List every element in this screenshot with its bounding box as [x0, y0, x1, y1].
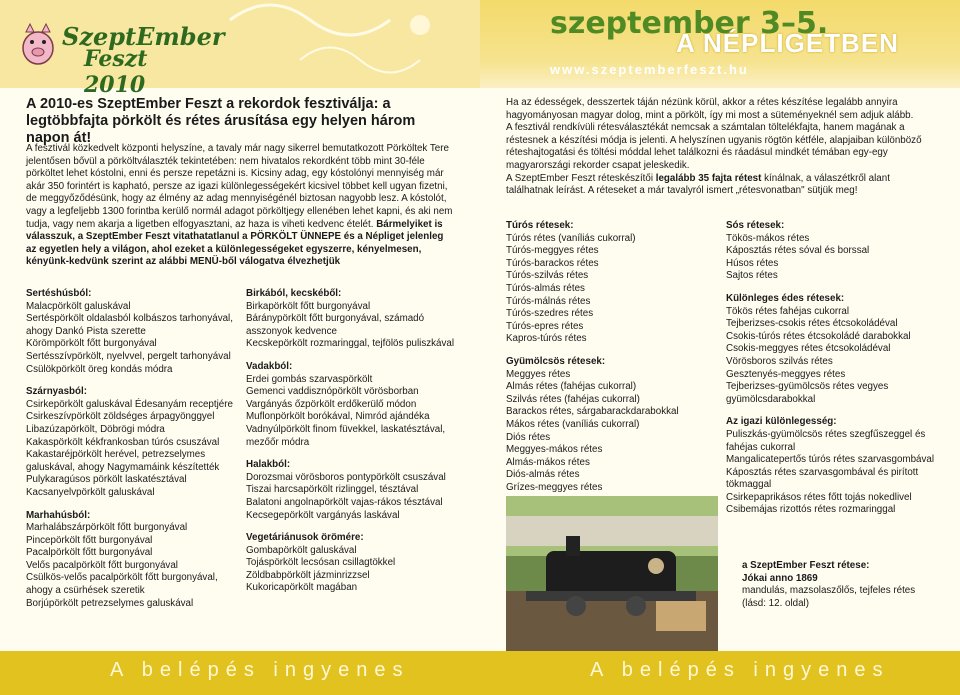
menu-item: Báránypörkölt főtt burgonyával, számadó asszonyok kedvence: [246, 313, 425, 337]
menu-item: Almás-mákos rétes: [506, 456, 590, 468]
strudel-column-2: [726, 220, 944, 517]
menu-item: Kakastaréjpörkölt herével, petrezselymes galuskával, ahogy Nagymamáink készítették: [26, 449, 220, 473]
category-heading: Vadakból:: [246, 360, 293, 372]
right-page: [480, 0, 960, 695]
menu-item: Dorozsmai vörösboros pontypörkölt csuszával: [246, 471, 446, 483]
menu-item: Zöldbabpörkölt jázminrizzsel: [246, 569, 370, 581]
menu-item: Kecsegepörkölt vargányás laskával: [246, 509, 400, 521]
menu-item: Csülkös-velős pacalpörkölt főtt burgonyával, ahogy a csürhések szeretik: [26, 572, 218, 597]
menu-item: Kacsanyelvpörkölt galuskával: [26, 486, 155, 498]
menu-item: Túrós-meggyes rétes: [506, 245, 599, 257]
menu-item: Káposztás rétes sóval és borssal: [726, 245, 870, 257]
intro-text: [26, 143, 456, 269]
menu-column-1: [26, 288, 236, 610]
menu-item: Muflonpörkölt borókával, Nimród ajándéka: [246, 411, 430, 423]
strudel-intro: [506, 97, 936, 198]
menu-item: Túrós-almás rétes: [506, 282, 585, 294]
category-heading: Különleges édes rétesek:: [726, 292, 845, 304]
menu-item: Sertésszívpörkölt, nyelvvel, pergelt tarhonyával: [26, 350, 231, 362]
menu-item: Kecskepörkölt rozmaringgal, tejfölös puliszkával: [246, 338, 455, 350]
strudel-paragraph-2: A fesztivál rendkívüli rétesválasztékát nemcsak a számtalan töltelékfajta, hanem magának a réstesnek a készítési módja is jelenti. A helyszínen ugyanis rögtön kétféle, alapjaiban különböző réteshajtogatási és töltési móddal lehet találkozni és ráadásul mindkét témában egy-egy magyarországi rekorder csapat jeleskedik.: [506, 122, 922, 171]
logo-line2: Feszt 2010: [84, 46, 148, 98]
menu-item: Pincepörkölt főtt burgonyával: [26, 534, 153, 546]
footer-text-right: A belépés ingyenes: [590, 659, 890, 681]
menu-item: Tökös rétes fahéjas cukorral: [726, 305, 850, 317]
p3-start: A SzeptEmber Feszt réteskészítői: [506, 172, 654, 184]
menu-item: Csirkepörkölt galuskával Édesanyám receptjére: [26, 398, 233, 410]
menu-item: Puliszkás-gyümölcsös rétes szegfűszeggel és fahéjas cukorral: [726, 428, 926, 453]
category-heading: Marhahúsból:: [26, 509, 91, 521]
footer-band-right: [480, 651, 960, 695]
logo-line1: SzeptEmber: [62, 22, 225, 51]
menu-item: Kukoricapörkölt magában: [246, 582, 358, 594]
menu-item: Vargányás őzpörkölt erdőkerülő módon: [246, 398, 417, 410]
category-heading: Halakból:: [246, 459, 291, 471]
menu-item: Kakaspörkölt kékfrankosban túrós csuszával: [26, 436, 220, 448]
strudel-paragraph-3: [506, 173, 936, 198]
category-heading: Sertéshúsból:: [26, 288, 92, 299]
menu-item: Meggyes rétes: [506, 368, 571, 380]
locomotive-image: [506, 496, 718, 651]
featured-desc: mandulás, mazsolaszőlős, tejfeles rétes: [742, 585, 916, 597]
menu-column-2: [246, 288, 461, 595]
category-heading: Birkából, kecskéből:: [246, 288, 342, 299]
menu-item: Balatoni angolnapörkölt vajas-rákos tésztával: [246, 496, 443, 508]
menu-item: Csokis-meggyes rétes étcsokoládéval: [726, 343, 891, 355]
menu-item: Csokis-túrós rétes étcsokoládé darabokkal: [726, 330, 911, 342]
menu-item: Káposztás rétes szarvasgombával és pirított tökmaggal: [726, 466, 919, 491]
menu-item: Borjúpörkölt petrezselymes galuskával: [26, 597, 194, 609]
menu-item: Túrós-epres rétes: [506, 320, 584, 332]
festival-date: szeptember 3–5.: [550, 6, 829, 41]
website-link[interactable]: www.szeptemberfeszt.hu: [550, 62, 749, 77]
category-heading: Az igazi különlegesség:: [726, 416, 837, 428]
menu-item: Meggyes-mákos rétes: [506, 444, 603, 456]
footer-text: A belépés ingyenes: [110, 659, 410, 681]
menu-item: Tökös-mákos rétes: [726, 232, 810, 244]
menu-item: Csirkeszívpörkölt zöldséges árpagyönggyel: [26, 411, 215, 423]
menu-item: Csülökpörkölt öreg kondás módra: [26, 363, 173, 375]
menu-item: Tejberizses-gyümölcsös rétes vegyes gyümölcsdarabokkal: [726, 381, 889, 405]
menu-item: Mangalicatepertős túrós rétes szarvasgombával: [726, 454, 935, 466]
menu-item: Birkapörkölt főtt burgonyával: [246, 300, 371, 312]
menu-item: Tejberizses-csokis rétes étcsokoládéval: [726, 318, 898, 330]
menu-item: Libazúzapörkölt, Döbrögi módra: [26, 423, 165, 435]
menu-item: Mákos rétes (vaníliás cukorral): [506, 418, 640, 430]
header-band-right: [480, 0, 960, 88]
menu-item: Túrós-szedres rétes: [506, 308, 594, 320]
menu-item: Barackos rétes, sárgabarackdarabokkal: [506, 406, 679, 418]
menu-item: Velős pacalpörkölt főtt burgonyával: [26, 559, 178, 571]
menu-item: Vadnyúlpörkölt finom füvekkel, laskatésztával, mezőőr módra: [246, 423, 446, 448]
menu-item: Vörösboros szilvás rétes: [726, 355, 833, 367]
featured-name: Jókai anno 1869: [742, 572, 818, 584]
featured-strudel: [742, 560, 942, 610]
menu-item: Gemenci vaddisznópörkölt vörösborban: [246, 386, 419, 398]
strudel-train-photo: [506, 496, 718, 651]
header-band: [0, 0, 480, 98]
strudel-column-1: [506, 220, 716, 494]
pig-icon: [18, 20, 58, 68]
menu-item: Kapros-túrós rétes: [506, 333, 587, 345]
menu-item: Csirkepaprikásos rétes főtt tojás nokedlivel: [726, 491, 912, 503]
category-heading: Vegetáriánusok örömére:: [246, 532, 364, 544]
menu-item: Pacalpörkölt főtt burgonyával: [26, 547, 153, 559]
category-heading: Túrós rétesek:: [506, 220, 574, 231]
festival-venue: A NÉPLIGETBEN: [676, 28, 899, 58]
menu-item: Körömpörkölt főtt burgonyával: [26, 338, 157, 350]
menu-item: Erdei gombás szarvaspörkölt: [246, 373, 373, 385]
menu-item: Grízes-meggyes rétes: [506, 481, 603, 493]
intro-paragraph: A fesztivál közkedvelt központi helyszíne, a tavaly már nagy sikerrel bemutatkozott Pörköltek Tere jelentősen bővül a pörköltválaszték tekintetében: nem hivatalos rekordként több mint 30-féle pörköltet lehet kóstolni, enni és persze repetázni is. Kicsiny adag, egy kóstolónyi mennyiség már akár 350 forintért is kapható, persze az igazi különlegességekért kicsivel többet kell ugyan fizetni, de meggyőződésünk, hogy az élmény az adag mennyiségénél biztosan nagyobb lesz. A kóstolót, vagy a legfeljebb 1300 forintba kerülő normál adagot pörköltjegy ellenében lehet kapni, és aki nem tudja, vagy nem akarja a ligetben elfogyasztani, az haza is viheti kedvenc ételét.: [26, 143, 453, 230]
p3-bold: legalább 35 fajta rétest: [655, 172, 762, 184]
p3-end: kínálnak, a válaszétkről alant találhatnak leírást. A réteseket a már tavalyról ismert „rétesvonatban" sütjük meg!: [506, 172, 890, 197]
category-heading: Szárnyasból:: [26, 386, 87, 398]
festival-logo: [14, 16, 225, 98]
strudel-paragraph-1: Ha az édességek, desszertek táján nézünk körül, akkor a rétes készítése legalább annyira hagyományosan magyar dolog, mint a pörkölt, így mi most a süteményeknél sem adjuk alább.: [506, 97, 914, 121]
menu-item: Gombapörkölt galuskával: [246, 544, 357, 556]
menu-item: Marhalábszárpörkölt főtt burgonyával: [26, 522, 188, 534]
menu-item: Tiszai harcsapörkölt rizlinggel, tésztával: [246, 484, 419, 496]
footer-band: [0, 651, 480, 695]
menu-item: Csibemájas rizottós rétes rozmaringgal: [726, 504, 896, 516]
menu-item: Szilvás rétes (fahéjas cukorral): [506, 393, 640, 405]
menu-item: Pulykaragúsos pörkölt laskatésztával: [26, 474, 187, 486]
menu-item: Diós rétes: [506, 431, 551, 443]
featured-note: (lásd: 12. oldal): [742, 597, 809, 609]
category-heading: Gyümölcsös rétesek:: [506, 355, 606, 367]
menu-item: Almás rétes (fahéjas cukorral): [506, 381, 637, 393]
menu-item: Sertéspörkölt oldalasból kolbászos tarhonyával, ahogy Dankó Pista szerette: [26, 313, 233, 337]
menu-item: Tojáspörkölt lecsósan csillagtökkel: [246, 557, 396, 569]
menu-item: Gesztenyés-meggyes rétes: [726, 368, 846, 380]
menu-item: Túrós rétes (vaníliás cukorral): [506, 232, 636, 244]
menu-item: Túrós-málnás rétes: [506, 295, 591, 307]
featured-label: a SzeptEmber Feszt rétese:: [742, 560, 870, 571]
category-heading: Sós rétesek:: [726, 220, 785, 231]
menu-item: Húsos rétes: [726, 257, 779, 269]
menu-item: Sajtos rétes: [726, 270, 778, 282]
menu-item: Túrós-szilvás rétes: [506, 270, 589, 282]
menu-item: Túrós-barackos rétes: [506, 257, 599, 269]
intro-bold: Bármelyiket is válasszuk, a SzeptEmber Feszt vitathatatlanul a PÖRKÖLT ÜNNEPE és a Népliget jelenleg az egyetlen hely a világon, ahol ezeket a különlegességeket egyszerre, kényelmesen, kényünk-kedvünk szerint az alábbi MENÜ-ből válogatva élvezhetjük: [26, 218, 444, 268]
page-title: A 2010-es SzeptEmber Feszt a rekordok fesztiválja: a legtöbbfajta pörkölt és rétes árusítása egy helyen három napon át!: [26, 96, 416, 146]
menu-item: Diós-almás rétes: [506, 469, 580, 481]
menu-item: Malacpörkölt galuskával: [26, 300, 131, 312]
